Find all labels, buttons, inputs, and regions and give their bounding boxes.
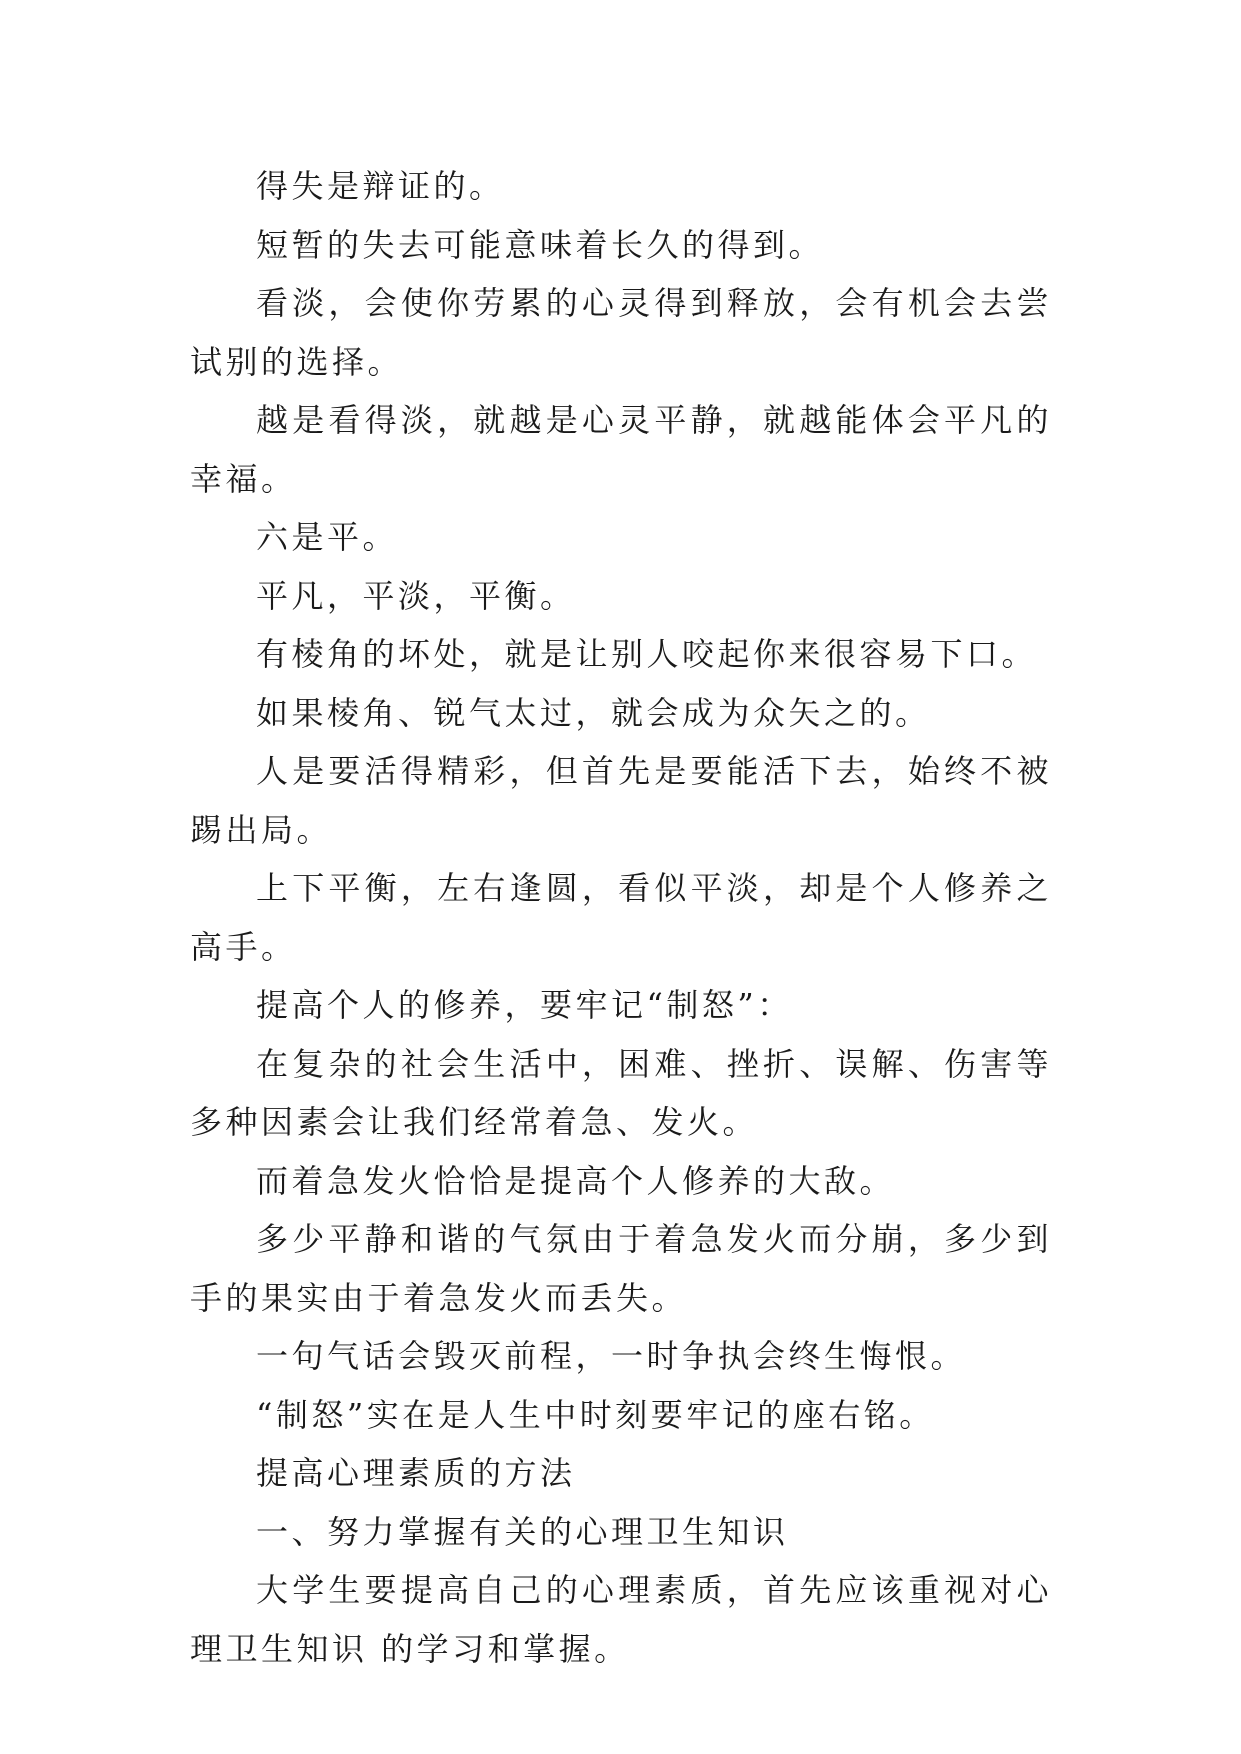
paragraph: 人是要活得精彩，但首先是要能活下去，始终不被踢出局。 — [190, 752, 1052, 849]
paragraph: 看淡，会使你劳累的心灵得到释放，会有机会去尝试别的选择。 — [190, 284, 1052, 381]
paragraph: 短暂的失去可能意味着长久的得到。 — [256, 225, 825, 264]
paragraph: 而着急发火恰恰是提高个人修养的大敌。 — [256, 1161, 896, 1200]
paragraph: 多少平静和谐的气氛由于着急发火而分崩，多少到手的果实由于着急发火而丢失。 — [190, 1220, 1052, 1317]
paragraph: 得失是辩证的。 — [256, 167, 505, 205]
paragraph: 如果棱角、锐气太过，就会成为众矢之的。 — [256, 693, 931, 732]
paragraph: 提高个人的修养，要牢记“制怒”： — [256, 986, 793, 1024]
paragraph: 在复杂的社会生活中，困难、挫折、误解、伤害等多种因素会让我们经常着急、发火。 — [190, 1044, 1052, 1141]
paragraph: 六是平。 — [256, 518, 399, 556]
paragraph: 一句气话会毁灭前程，一时争执会终生悔恨。 — [256, 1337, 967, 1375]
paragraph: “制怒”实在是人生中时刻要牢记的座右铭。 — [256, 1395, 935, 1434]
paragraph: 有棱角的坏处，就是让别人咬起你来很容易下口。 — [256, 635, 1038, 673]
paragraph: 平凡，平淡，平衡。 — [256, 576, 576, 615]
paragraph: 越是看得淡，就越是心灵平静，就越能体会平凡的幸福。 — [190, 401, 1052, 498]
paragraph: 上下平衡，左右逢圆，看似平淡，却是个人修养之高手。 — [190, 869, 1052, 966]
section-heading: 提高心理素质的方法 — [256, 1454, 576, 1492]
document-body — [190, 157, 1052, 1678]
paragraph: 大学生要提高自己的心理素质，首先应该重视对心理卫生知识 的学习和掌握。 — [190, 1571, 1052, 1668]
subsection-heading: 一、努力掌握有关的心理卫生知识 — [256, 1512, 789, 1551]
